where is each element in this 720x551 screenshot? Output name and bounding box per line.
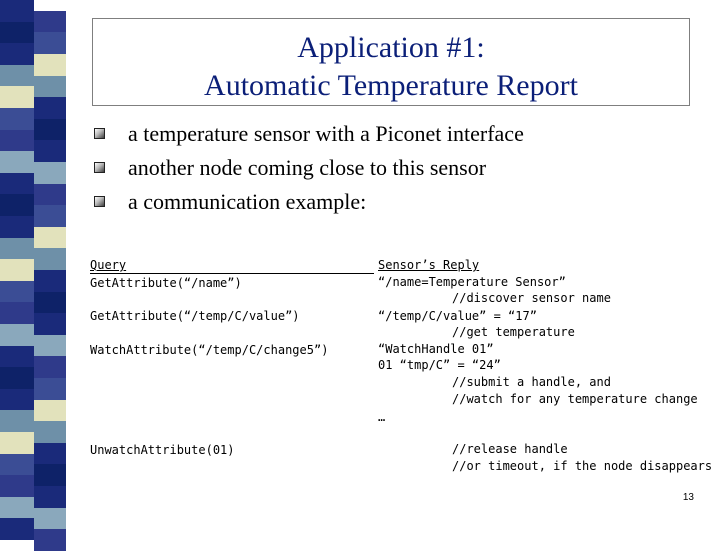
strip-tile	[0, 497, 34, 519]
strip-tile	[34, 270, 66, 292]
reply-comment: //or timeout, if the node disappears	[452, 459, 713, 473]
strip-tile	[34, 356, 66, 378]
title-line-1: Application #1:	[297, 31, 485, 64]
strip-tile	[34, 400, 66, 422]
strip-tile	[34, 486, 66, 508]
decorative-left-strip	[0, 0, 66, 540]
query-line: UnwatchAttribute(01)	[90, 443, 235, 457]
reply-comment: //release handle	[452, 442, 568, 456]
query-header: Query	[90, 258, 127, 272]
strip-tile	[0, 518, 34, 540]
strip-tile	[34, 11, 66, 33]
strip-tile	[34, 162, 66, 184]
strip-tile	[0, 454, 34, 476]
square-bullet-icon	[94, 196, 105, 207]
reply-comment: //discover sensor name	[452, 291, 611, 305]
strip-tile	[0, 173, 34, 195]
strip-tile	[0, 43, 34, 65]
strip-tile	[0, 475, 34, 497]
strip-tile	[0, 151, 34, 173]
reply-line: “/name=Temperature Sensor”	[378, 275, 566, 289]
strip-tile	[34, 443, 66, 465]
strip-tile	[0, 0, 34, 22]
strip-tile	[0, 22, 34, 44]
query-line: GetAttribute(“/name”)	[90, 276, 242, 290]
strip-tile	[0, 108, 34, 130]
strip-tile	[34, 119, 66, 141]
bullet-text: another node coming close to this sensor	[128, 155, 487, 180]
page-number: 13	[682, 492, 694, 503]
strip-tile	[34, 313, 66, 335]
strip-tile	[34, 508, 66, 530]
strip-tile	[0, 302, 34, 324]
strip-tile	[34, 76, 66, 98]
strip-tile	[34, 464, 66, 486]
reply-comment: //get temperature	[452, 325, 575, 339]
strip-tile	[34, 184, 66, 206]
reply-header: Sensor’s Reply	[378, 258, 480, 272]
reply-comment: //watch for any temperature change	[452, 392, 698, 406]
strip-tile	[34, 97, 66, 119]
reply-ellipsis: …	[378, 410, 386, 424]
strip-tile	[34, 227, 66, 249]
strip-tile	[0, 216, 34, 238]
strip-tile	[0, 432, 34, 454]
bullet-text: a communication example:	[128, 189, 367, 214]
query-divider	[90, 273, 374, 274]
strip-tile	[34, 248, 66, 270]
strip-tile	[0, 259, 34, 281]
square-bullet-icon	[94, 128, 105, 139]
query-line: GetAttribute(“/temp/C/value”)	[90, 309, 300, 323]
strip-tile	[34, 378, 66, 400]
strip-tile	[0, 410, 34, 432]
strip-tile	[34, 292, 66, 314]
strip-tile	[0, 130, 34, 152]
strip-tile	[34, 140, 66, 162]
strip-tile	[34, 54, 66, 76]
strip-tile	[34, 421, 66, 443]
strip-tile	[0, 65, 34, 87]
strip-tile	[0, 367, 34, 389]
strip-tile	[0, 389, 34, 411]
query-line: WatchAttribute(“/temp/C/change5”)	[90, 343, 329, 357]
title-line-2: Automatic Temperature Report	[204, 69, 578, 102]
reply-line: “WatchHandle 01”	[378, 342, 494, 356]
reply-line: “/temp/C/value” = “17”	[378, 309, 537, 323]
reply-comment: //submit a handle, and	[452, 375, 611, 389]
strip-tile	[0, 194, 34, 216]
strip-tile	[34, 32, 66, 54]
strip-tile	[34, 335, 66, 357]
strip-tile	[0, 86, 34, 108]
strip-tile	[0, 238, 34, 260]
strip-tile	[0, 324, 34, 346]
bullet-text: a temperature sensor with a Piconet interface	[128, 121, 524, 146]
strip-tile	[34, 205, 66, 227]
strip-tile	[0, 346, 34, 368]
reply-line: 01 “tmp/C” = “24”	[378, 358, 501, 372]
strip-tile	[0, 281, 34, 303]
square-bullet-icon	[94, 162, 105, 173]
